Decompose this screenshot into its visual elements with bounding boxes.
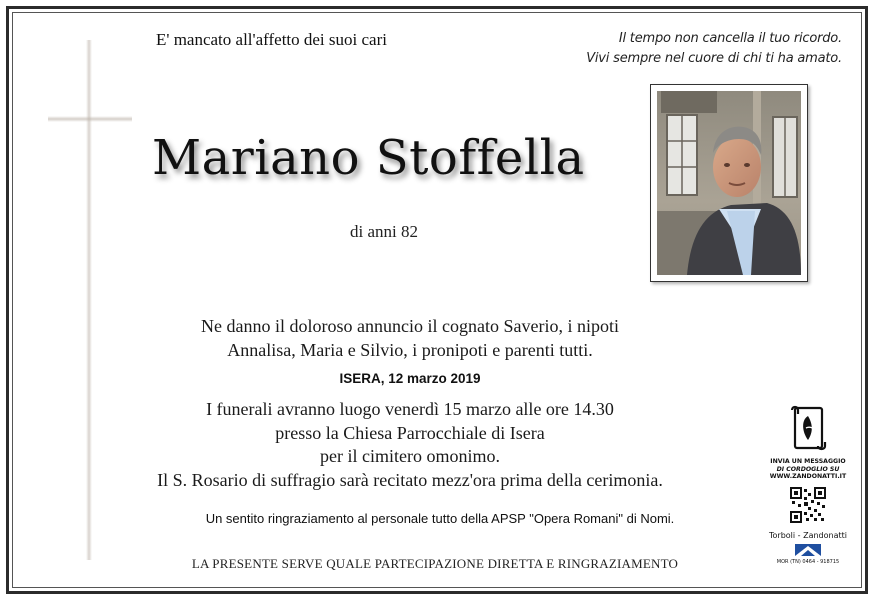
thanks-text: Un sentito ringraziamento al personale tutto della APSP "Opera Romani" di Nomi. xyxy=(205,511,675,526)
announcement-line-2: Annalisa, Maria e Silvio, i pronipoti e parenti tutti. xyxy=(227,340,593,360)
agency-phone: MOR (TN) 0464 - 918715 xyxy=(776,558,840,565)
quote-line-1: Il tempo non cancella il tuo ricordo. xyxy=(618,31,842,46)
funeral-details xyxy=(140,398,680,492)
qr-code-icon[interactable] xyxy=(790,487,826,523)
agency-name: Torboli - Zandonatti xyxy=(769,530,847,540)
quote-line-2: Vivi sempre nel cuore di chi ti ha amato. xyxy=(586,51,842,66)
agency-logo-icon xyxy=(793,542,823,558)
funeral-line-2: presso la Chiesa Parrocchiale di Isera xyxy=(275,422,545,443)
memorial-quote xyxy=(586,29,842,69)
portrait-frame xyxy=(650,84,808,282)
cross-horizontal-bar xyxy=(48,116,132,122)
intro-text: E' mancato all'affetto dei suoi cari xyxy=(156,30,387,49)
condolence-line-2: DI CORDOGLIO SU xyxy=(776,465,840,473)
agency-block xyxy=(768,404,848,565)
place-and-date: ISERA, 12 marzo 2019 xyxy=(339,371,481,386)
scroll-icon xyxy=(788,404,828,452)
condolence-invite xyxy=(768,458,848,481)
portrait-photo xyxy=(657,91,801,275)
funeral-line-3: per il cimitero omonimo. xyxy=(320,446,500,466)
funeral-line-4: Il S. Rosario di suffragio sarà recitato mezz'ora prima della cerimonia. xyxy=(157,469,663,490)
condolence-line-1: INVIA UN MESSAGGIO xyxy=(770,458,846,465)
deceased-age: di anni 82 xyxy=(350,222,418,241)
announcement-line-1: Ne danno il doloroso annuncio il cognato Saverio, i nipoti xyxy=(201,316,619,336)
condolence-website[interactable]: WWW.ZANDONATTI.IT xyxy=(769,473,847,480)
footer-note: LA PRESENTE SERVE QUALE PARTECIPAZIONE DIRETTA E RINGRAZIAMENTO xyxy=(191,556,679,571)
funeral-line-1: I funerali avranno luogo venerdì 15 marzo alle ore 14.30 xyxy=(206,399,614,419)
announcement-text xyxy=(160,314,660,362)
deceased-name: Mariano Stoffella xyxy=(152,130,585,186)
